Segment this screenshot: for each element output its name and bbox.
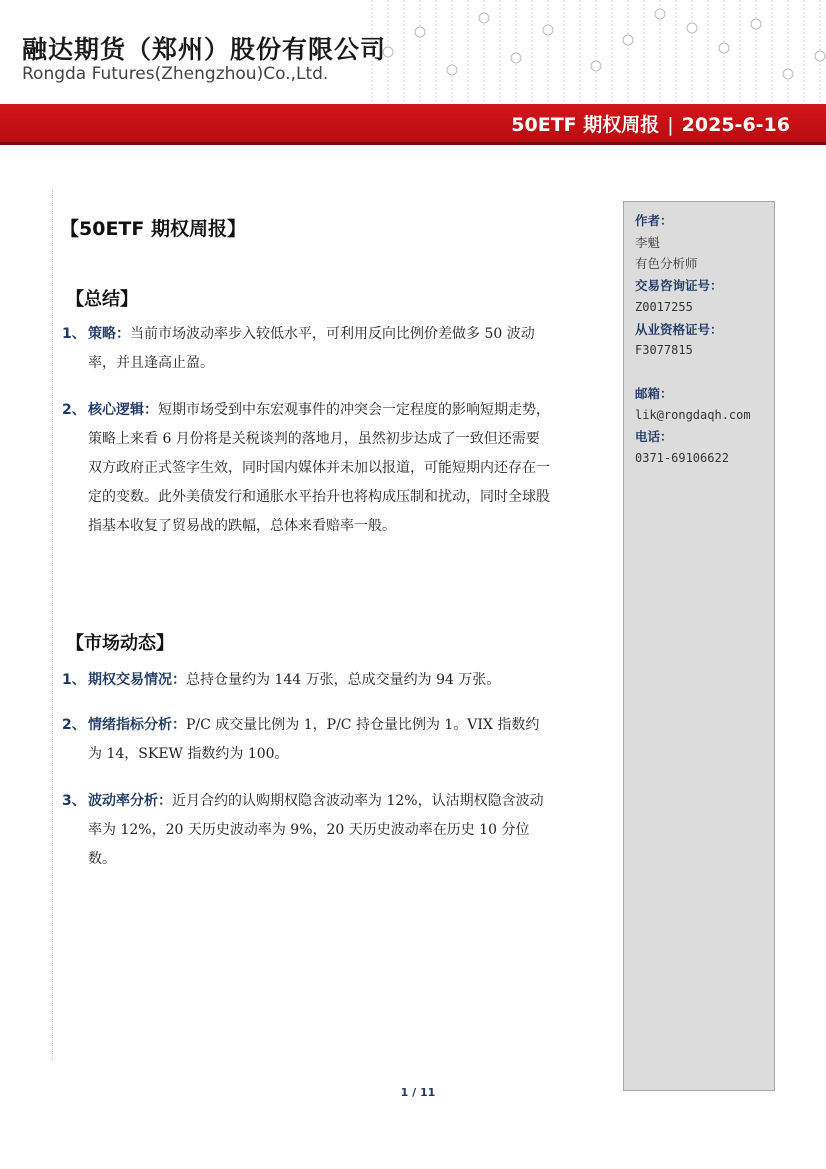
- company-name-en: Rongda Futures(Zhengzhou)Co.,Ltd.: [22, 64, 329, 84]
- main-title: 【50ETF 期权周报】: [60, 218, 246, 240]
- market-heading: 【市场动态】: [66, 633, 174, 654]
- sidebar-spacer: [635, 362, 774, 383]
- item-label: 波动率分析：: [88, 793, 172, 809]
- qualification-label: 从业资格证号：: [635, 321, 723, 337]
- summary-item-logic: [62, 396, 552, 541]
- item-number: 2、: [62, 717, 86, 733]
- item-number: 1、: [62, 672, 86, 688]
- item-label: 情绪指标分析：: [88, 717, 186, 733]
- market-item-sentiment: [62, 711, 552, 769]
- report-title: [511, 110, 790, 137]
- page-number: 1 / 11: [400, 1086, 436, 1099]
- email-label: 邮箱：: [635, 385, 673, 401]
- header-bar-shadow: [0, 142, 826, 145]
- item-label: 期权交易情况：: [88, 672, 186, 688]
- consult-label: 交易咨询证号：: [635, 278, 723, 294]
- item-number: 1、: [62, 326, 86, 342]
- item-label: 核心逻辑：: [88, 402, 158, 418]
- item-text: P/C 成交量比例为 1，P/C 持仓量比例为 1。VIX 指数约为 14，SKEW 指数约为 100。: [88, 717, 540, 762]
- item-number: 3、: [62, 793, 86, 809]
- report-date: 2025-6-16: [681, 114, 790, 136]
- item-text: 当前市场波动率步入较低水平，可利用反向比例价差做多 50 波动率，并且逢高止盈。: [88, 326, 535, 371]
- qualification-number: F3077815: [635, 343, 693, 358]
- item-text: 近月合约的认购期权隐含波动率为 12%，认沽期权隐含波动率为 12%，20 天历史波动率为 9%，20 天历史波动率在历史 10 分位数。: [88, 793, 544, 867]
- title-separator: |: [667, 114, 674, 136]
- phone-label: 电话：: [635, 429, 673, 445]
- item-text: 短期市场受到中东宏观事件的冲突会一定程度的影响短期走势，策略上来看 6 月份将是关税谈判的落地月，虽然初步达成了一致但还需要双方政府正式签字生效，同时国内媒体并未加以报道，可能短期内还存在一定的变数。此外美债发行和通胀水平抬升也将构成压制和扰动，同时全球股指基本收复了贸易战的跌幅，总体来看赔率一般。: [88, 402, 550, 534]
- market-item-trading: [62, 666, 552, 695]
- item-number: 2、: [62, 402, 86, 418]
- author-name: 李魁: [635, 234, 661, 250]
- author-label: 作者：: [635, 213, 673, 228]
- company-name-cn: 融达期货（郑州）股份有限公司: [22, 35, 387, 64]
- content-left-border: [52, 190, 53, 1060]
- summary-heading: 【总结】: [66, 289, 138, 310]
- author-title: 有色分析师: [635, 256, 698, 272]
- item-label: 策略：: [88, 326, 130, 342]
- author-sidebar: [623, 201, 775, 1091]
- item-text: 总持仓量约为 144 万张，总成交量约为 94 万张。: [186, 672, 501, 688]
- summary-item-strategy: [62, 320, 552, 378]
- phone-number: 0371-69106622: [635, 451, 729, 466]
- page-header: [0, 0, 826, 145]
- market-item-volatility: [62, 787, 552, 874]
- email-address[interactable]: lik@rongdaqh.com: [635, 407, 751, 422]
- consult-number: Z0017255: [635, 299, 693, 314]
- report-name: 50ETF 期权周报: [511, 114, 660, 136]
